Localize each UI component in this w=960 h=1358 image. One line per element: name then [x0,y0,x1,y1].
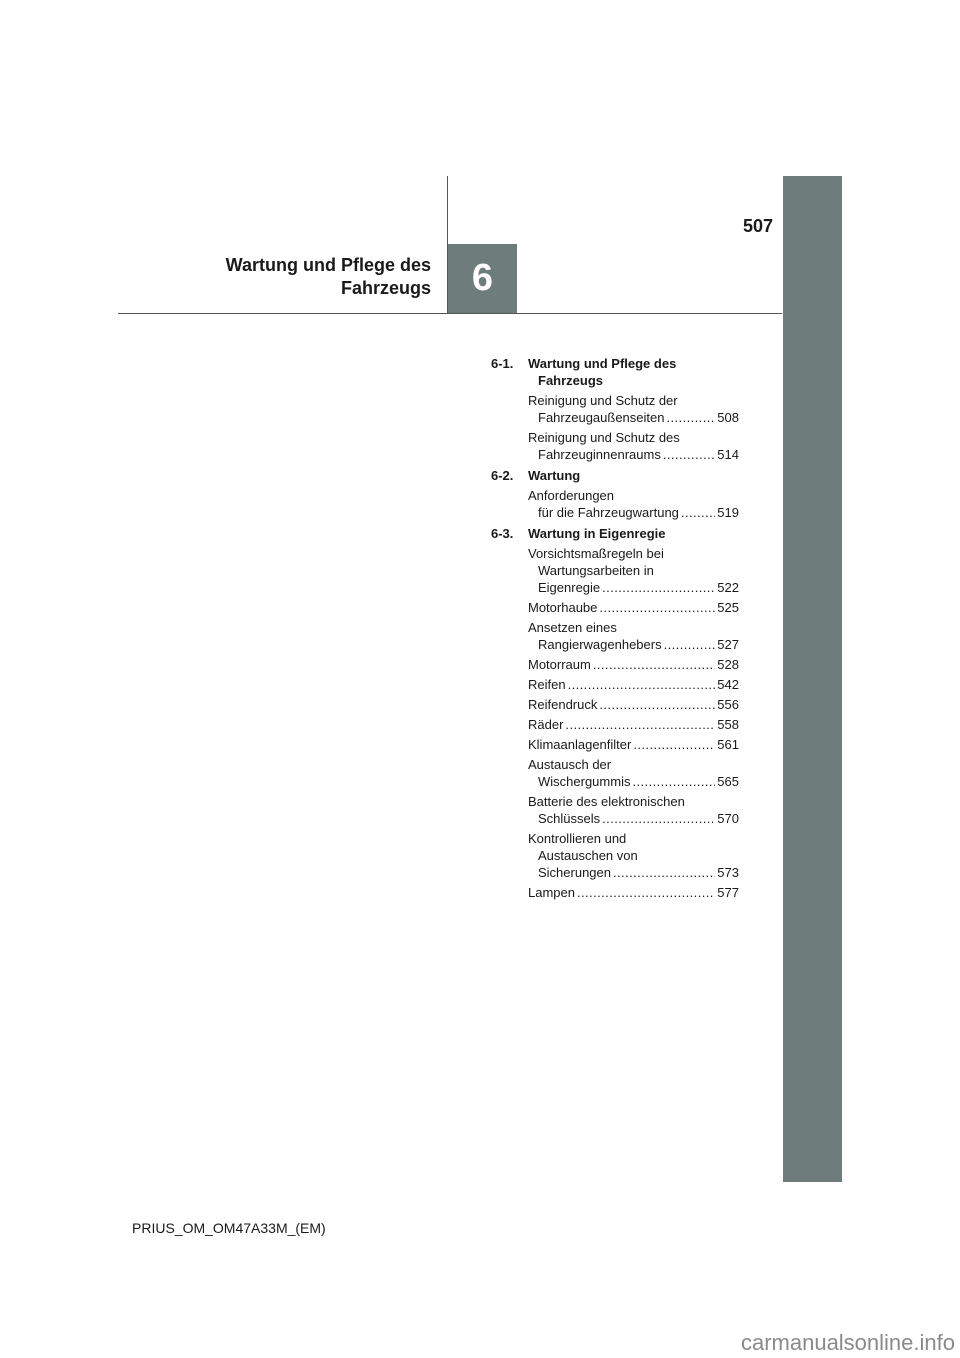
dot-leader [664,636,716,653]
toc-entry[interactable] [528,392,739,426]
toc-entry-last-line [528,446,739,463]
toc-entry-last-line [528,676,739,693]
toc-section-heading [491,467,739,484]
toc-section-title-line: Wartung [528,468,581,483]
toc-entry-last-line [528,736,739,753]
toc-entry-line: Fahrzeuginnenraums [538,447,661,462]
watermark: carmanualsonline.info [740,1330,955,1355]
toc-entry-line: Lampen [528,885,575,900]
dot-leader [681,504,715,521]
toc-entry[interactable] [528,676,739,693]
chapter-number-box [448,244,517,313]
toc-entry[interactable] [528,736,739,753]
toc-section-title [528,355,676,389]
dot-leader [599,599,715,616]
toc-entry-page[interactable]: 558 [717,717,739,732]
toc-entry-page[interactable]: 525 [717,600,739,615]
toc-entry-line: Motorhaube [528,600,598,615]
chapter-title-line: Fahrzeugs [340,278,431,298]
toc-entry-page[interactable]: 565 [717,774,739,789]
toc-entry[interactable] [528,619,739,653]
header-horizontal-rule [118,313,782,314]
toc-entry-line: Anforderungen [528,488,615,503]
toc-entry-page[interactable]: 573 [717,865,739,880]
toc-entry-page[interactable]: 528 [717,657,739,672]
toc-entry-page[interactable]: 527 [717,637,739,652]
dot-leader [568,676,716,693]
toc-section-title [528,525,665,542]
page-number: 507 [742,216,773,236]
toc-entry-line: Reifen [528,677,566,692]
toc-entry-line: Vorsichtsmaßregeln bei [528,546,664,561]
toc-entry-page[interactable]: 561 [717,737,739,752]
toc-entry-page[interactable]: 522 [717,580,739,595]
toc-entry-page[interactable]: 542 [717,677,739,692]
toc-entry[interactable] [528,429,739,463]
toc-entry[interactable] [528,793,739,827]
toc-entry[interactable] [528,545,739,596]
toc-entry[interactable] [528,656,739,673]
toc-entry-last-line [528,810,739,827]
toc-entry-line: für die Fahrzeugwartung [538,505,679,520]
toc-entry[interactable] [528,599,739,616]
document-code: PRIUS_OM_OM47A33M_(EM) [132,1220,326,1236]
toc-entry[interactable] [528,716,739,733]
dot-leader [565,716,715,733]
toc-entry[interactable] [528,756,739,790]
toc-entry-line: Klimaanlagenfilter [528,737,632,752]
toc-entry-line: Reifendruck [528,697,598,712]
chapter-number: 6 [471,257,494,299]
toc-entry-last-line [528,599,739,616]
toc-entry-page[interactable]: 519 [717,505,739,520]
toc-section-heading [491,355,739,389]
toc-entry-line: Batterie des elektronischen [528,794,685,809]
chapter-title [160,254,431,300]
toc-entry-line: Sicherungen [538,865,611,880]
chapter-title-line: Wartung und Pflege des [225,255,431,275]
dot-leader [593,656,715,673]
dot-leader [613,864,715,881]
toc-entry[interactable] [528,830,739,881]
dot-leader [577,884,715,901]
toc-entry-page[interactable]: 570 [717,811,739,826]
toc-entry-last-line [528,636,739,653]
toc-entry-line: Wischergummis [538,774,631,789]
toc-entry-last-line [528,716,739,733]
dot-leader [602,579,715,596]
dot-leader [663,446,715,463]
toc-entry-line: Fahrzeugaußenseiten [538,410,665,425]
toc-entry-line: Austausch der [528,757,612,772]
toc-entry-page[interactable]: 508 [717,410,739,425]
toc-entry-last-line [528,409,739,426]
toc-entry-line: Ansetzen eines [528,620,617,635]
toc-section-number: 6-1. [491,356,514,371]
toc-entry-line: Räder [528,717,564,732]
toc-entry-line: Motorraum [528,657,591,672]
toc-section-title [528,467,580,484]
toc-entry-line: Austauschen von [538,848,638,863]
toc-entry-line: Schlüssels [538,811,601,826]
toc-entry-line: Reinigung und Schutz der [528,393,678,408]
toc-entry-line: Rangierwagenhebers [538,637,662,652]
toc-entry-last-line [528,579,739,596]
toc-entry-line: Reinigung und Schutz des [528,430,680,445]
toc-section-heading [491,525,739,542]
toc-section-title-line: Fahrzeugs [538,373,604,388]
toc-entry-last-line [528,504,739,521]
toc-entry-line: Kontrollieren und [528,831,627,846]
toc-section-title-line: Wartung und Pflege des [528,356,677,371]
toc-section-title-line: Wartung in Eigenregie [528,526,666,541]
toc-entry[interactable] [528,696,739,713]
dot-leader [632,773,715,790]
dot-leader [599,696,715,713]
dot-leader [602,810,715,827]
toc-entry[interactable] [528,884,739,901]
chapter-side-band [783,176,842,1182]
table-of-contents [491,355,739,904]
toc-entry-last-line [528,884,739,901]
toc-entry-last-line [528,864,739,881]
toc-entry-page[interactable]: 577 [717,885,739,900]
toc-entry-last-line [528,773,739,790]
toc-entry-line: Wartungsarbeiten in [538,563,654,578]
toc-entry[interactable] [528,487,739,521]
toc-section-number: 6-3. [491,526,514,541]
dot-leader [666,409,715,426]
toc-entry-last-line [528,656,739,673]
toc-entry-last-line [528,696,739,713]
toc-entry-page[interactable]: 556 [717,697,739,712]
toc-entry-page[interactable]: 514 [717,447,739,462]
dot-leader [633,736,715,753]
toc-section-number: 6-2. [491,468,514,483]
toc-entry-line: Eigenregie [538,580,601,595]
